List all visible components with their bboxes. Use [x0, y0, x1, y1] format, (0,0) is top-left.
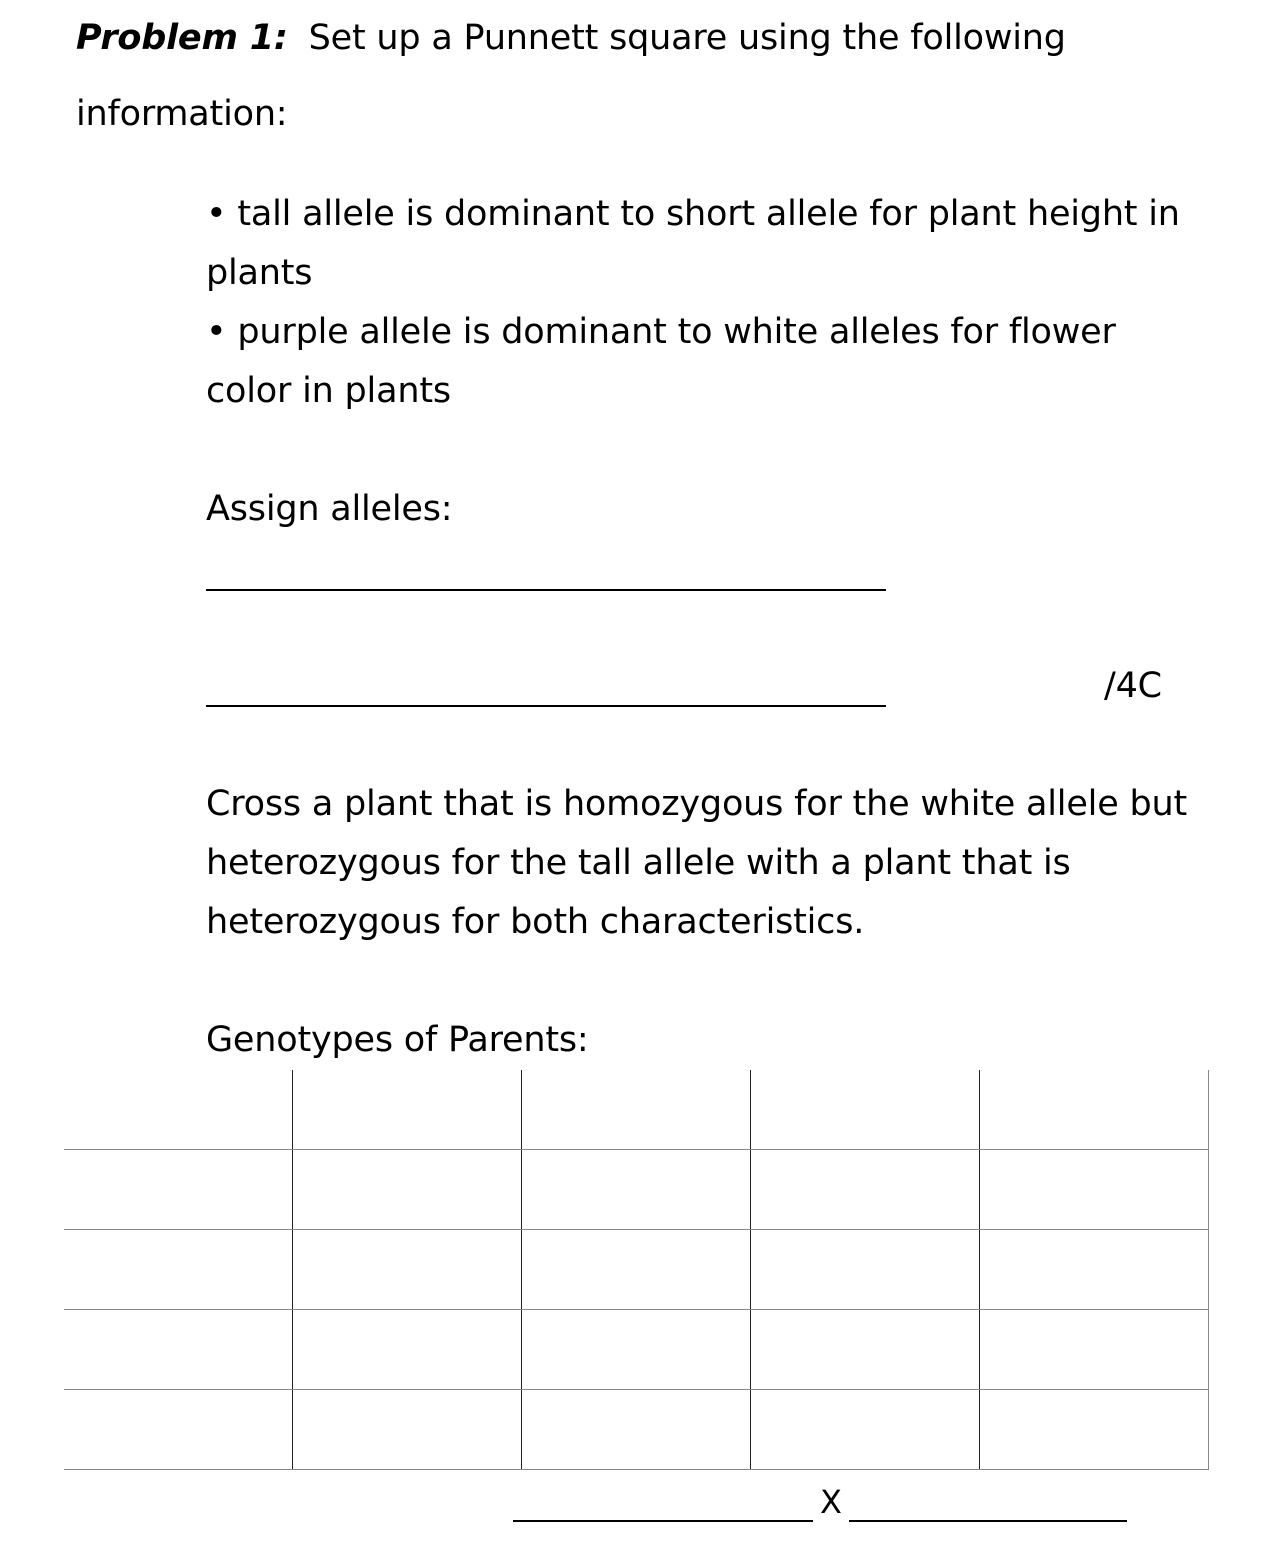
- punnett-row: [64, 1390, 1209, 1470]
- assign-alleles-label: Assign alleles:: [206, 489, 453, 529]
- info-item1-line1: tall allele is dominant to short allele for plant height in: [237, 194, 1180, 234]
- punnett-cell[interactable]: [522, 1150, 751, 1230]
- punnett-cell[interactable]: [293, 1310, 522, 1390]
- punnett-cell[interactable]: [522, 1310, 751, 1390]
- parent2-genotype-line[interactable]: [849, 1520, 1127, 1522]
- punnett-cell[interactable]: [980, 1390, 1209, 1470]
- punnett-cell[interactable]: [293, 1390, 522, 1470]
- punnett-cell[interactable]: [751, 1390, 980, 1470]
- punnett-cell[interactable]: [980, 1230, 1209, 1310]
- punnett-cell[interactable]: [751, 1150, 980, 1230]
- punnett-row: [64, 1230, 1209, 1310]
- punnett-cell[interactable]: [64, 1070, 293, 1150]
- marks-label: /4C: [1104, 666, 1162, 706]
- punnett-cell[interactable]: [980, 1070, 1209, 1150]
- problem-heading: [76, 16, 1066, 60]
- parent1-genotype-line[interactable]: [513, 1520, 813, 1522]
- info-item1-line2: plants: [206, 253, 313, 293]
- punnett-cell[interactable]: [64, 1230, 293, 1310]
- genotypes-label: Genotypes of Parents:: [206, 1020, 589, 1060]
- punnett-cell[interactable]: [293, 1230, 522, 1310]
- punnett-cell[interactable]: [522, 1390, 751, 1470]
- bullet-icon: •: [206, 312, 227, 352]
- problem-label: Problem 1:: [76, 18, 288, 58]
- punnett-cell[interactable]: [64, 1390, 293, 1470]
- allele-answer-line-2[interactable]: [206, 705, 886, 707]
- cross-line3: heterozygous for both characteristics.: [206, 902, 865, 942]
- punnett-cell[interactable]: [293, 1070, 522, 1150]
- cross-symbol: X: [820, 1483, 842, 1521]
- punnett-cell[interactable]: [751, 1230, 980, 1310]
- punnett-cell[interactable]: [522, 1230, 751, 1310]
- punnett-row: [64, 1150, 1209, 1230]
- punnett-cell[interactable]: [980, 1150, 1209, 1230]
- punnett-cell[interactable]: [64, 1150, 293, 1230]
- punnett-cell[interactable]: [980, 1310, 1209, 1390]
- punnett-cell[interactable]: [751, 1070, 980, 1150]
- punnett-row: [64, 1070, 1209, 1150]
- punnett-cell[interactable]: [522, 1070, 751, 1150]
- problem-intro-line1: Set up a Punnett square using the following: [308, 18, 1066, 58]
- cross-line1: Cross a plant that is homozygous for the white allele but: [206, 784, 1187, 824]
- problem-intro-line2: information:: [76, 94, 288, 134]
- punnett-cell[interactable]: [293, 1150, 522, 1230]
- punnett-cell[interactable]: [64, 1310, 293, 1390]
- cross-line2: heterozygous for the tall allele with a plant that is: [206, 843, 1071, 883]
- info-item2-line1: purple allele is dominant to white alleles for flower: [237, 312, 1116, 352]
- allele-answer-line-1[interactable]: [206, 589, 886, 591]
- punnett-square: [64, 1070, 1209, 1470]
- bullet-icon: •: [206, 194, 227, 234]
- punnett-cell[interactable]: [751, 1310, 980, 1390]
- info-item-purple: [206, 310, 1116, 354]
- punnett-row: [64, 1310, 1209, 1390]
- info-item2-line2: color in plants: [206, 371, 451, 411]
- info-item-tall: [206, 192, 1180, 236]
